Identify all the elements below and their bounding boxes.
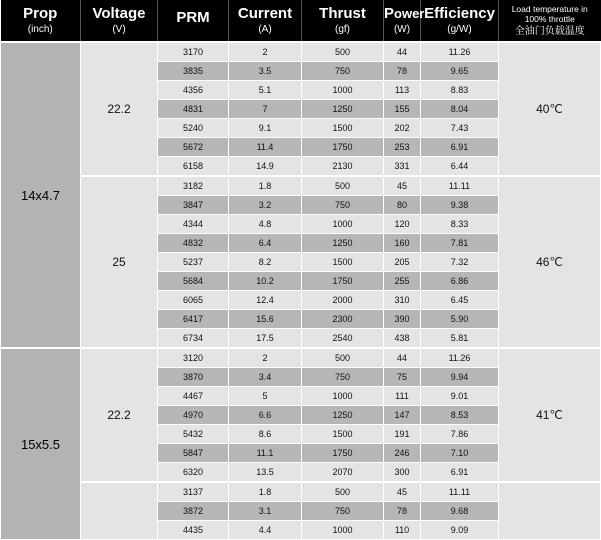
thrust-cell: 1000	[302, 215, 384, 234]
prop-size-cell: 14x4.7	[1, 42, 81, 348]
voltage-cell: 22.2	[81, 348, 158, 482]
efficiency-cell: 7.10	[421, 444, 499, 463]
power-cell: 78	[384, 62, 421, 81]
current-cell: 10.2	[229, 272, 302, 291]
power-cell: 111	[384, 387, 421, 406]
efficiency-cell: 11.11	[421, 176, 499, 196]
header-prop	[1, 0, 81, 42]
efficiency-cell: 9.68	[421, 502, 499, 521]
current-cell: 6.6	[229, 406, 302, 425]
power-cell: 110	[384, 521, 421, 540]
header-prop-label: Prop	[23, 5, 58, 22]
power-cell: 255	[384, 272, 421, 291]
thrust-cell: 1000	[302, 81, 384, 100]
current-cell: 11.4	[229, 138, 302, 157]
current-cell: 3.1	[229, 502, 302, 521]
efficiency-cell: 6.91	[421, 463, 499, 483]
power-cell: 438	[384, 329, 421, 349]
header-thrust-label: Thrust	[319, 5, 366, 22]
power-cell: 120	[384, 215, 421, 234]
prm-cell: 5432	[158, 425, 229, 444]
header-thrust	[302, 0, 384, 42]
voltage-cell	[81, 482, 158, 540]
power-cell: 78	[384, 502, 421, 521]
prm-cell: 3835	[158, 62, 229, 81]
current-cell: 8.2	[229, 253, 302, 272]
current-cell: 9.1	[229, 119, 302, 138]
prm-cell: 3137	[158, 482, 229, 502]
current-cell: 14.9	[229, 157, 302, 177]
prm-cell: 3870	[158, 368, 229, 387]
current-cell: 2	[229, 42, 302, 62]
thrust-cell: 1500	[302, 119, 384, 138]
efficiency-cell: 11.11	[421, 482, 499, 502]
header-power-unit: (W)	[393, 24, 411, 35]
thrust-cell: 1250	[302, 406, 384, 425]
current-cell: 4.4	[229, 521, 302, 540]
voltage-cell: 22.2	[81, 42, 158, 176]
power-cell: 191	[384, 425, 421, 444]
header-prm-label: PRM	[176, 9, 210, 26]
thrust-cell: 500	[302, 176, 384, 196]
thrust-cell: 2300	[302, 310, 384, 329]
prm-cell: 4356	[158, 81, 229, 100]
power-cell: 155	[384, 100, 421, 119]
current-cell: 6.4	[229, 234, 302, 253]
thrust-cell: 1500	[302, 253, 384, 272]
header-prop-unit: (inch)	[27, 24, 53, 35]
header-load-temp-line2: 100% throttle	[524, 13, 575, 24]
current-cell: 13.5	[229, 463, 302, 483]
thrust-cell: 750	[302, 368, 384, 387]
current-cell: 17.5	[229, 329, 302, 349]
prm-cell: 5847	[158, 444, 229, 463]
efficiency-cell: 6.86	[421, 272, 499, 291]
header-prm	[158, 0, 229, 42]
efficiency-cell: 9.94	[421, 368, 499, 387]
current-cell: 8.6	[229, 425, 302, 444]
thrust-cell: 1000	[302, 387, 384, 406]
thrust-cell: 1750	[302, 272, 384, 291]
power-cell: 45	[384, 176, 421, 196]
efficiency-cell: 8.53	[421, 406, 499, 425]
power-cell: 310	[384, 291, 421, 310]
prm-cell: 4831	[158, 100, 229, 119]
power-cell: 113	[384, 81, 421, 100]
efficiency-cell: 5.90	[421, 310, 499, 329]
thrust-cell: 1750	[302, 138, 384, 157]
current-cell: 5	[229, 387, 302, 406]
thrust-cell: 2130	[302, 157, 384, 177]
prm-cell: 3170	[158, 42, 229, 62]
header-power-label: Power	[384, 5, 425, 22]
prm-cell: 6158	[158, 157, 229, 177]
table-row	[1, 176, 601, 196]
prm-cell: 6417	[158, 310, 229, 329]
load-temp-cell	[499, 482, 601, 540]
prm-cell: 4970	[158, 406, 229, 425]
power-cell: 44	[384, 348, 421, 368]
prm-cell: 4832	[158, 234, 229, 253]
header-current-label: Current	[237, 5, 293, 22]
header-voltage-label: Voltage	[92, 5, 146, 22]
thrust-cell: 2070	[302, 463, 384, 483]
load-temp-cell: 41℃	[499, 348, 601, 482]
header-load-temp	[499, 0, 601, 42]
prm-cell: 3872	[158, 502, 229, 521]
header-current	[229, 0, 302, 42]
efficiency-cell: 8.83	[421, 81, 499, 100]
current-cell: 3.5	[229, 62, 302, 81]
efficiency-cell: 11.26	[421, 348, 499, 368]
header-load-temp-cn: 全油门负载温度	[514, 25, 585, 37]
prm-cell: 5684	[158, 272, 229, 291]
header-voltage-unit: (V)	[112, 24, 126, 35]
header-efficiency-label: Efficiency	[424, 5, 495, 22]
table-header	[1, 0, 601, 42]
efficiency-cell: 7.43	[421, 119, 499, 138]
current-cell: 3.4	[229, 368, 302, 387]
thrust-cell: 500	[302, 482, 384, 502]
efficiency-cell: 9.65	[421, 62, 499, 81]
prm-cell: 3120	[158, 348, 229, 368]
thrust-cell: 1250	[302, 100, 384, 119]
table-row	[1, 482, 601, 502]
current-cell: 4.8	[229, 215, 302, 234]
prm-cell: 6320	[158, 463, 229, 483]
power-cell: 205	[384, 253, 421, 272]
thrust-cell: 2540	[302, 329, 384, 349]
thrust-cell: 750	[302, 502, 384, 521]
header-efficiency-unit: (g/W)	[447, 24, 472, 35]
power-cell: 44	[384, 42, 421, 62]
prm-cell: 4467	[158, 387, 229, 406]
power-cell: 246	[384, 444, 421, 463]
header-voltage	[81, 0, 158, 42]
header-load-temp-line1: Load temperature in	[511, 3, 588, 14]
current-cell: 1.8	[229, 482, 302, 502]
load-temp-cell: 40℃	[499, 42, 601, 176]
prm-cell: 5240	[158, 119, 229, 138]
prm-cell: 3182	[158, 176, 229, 196]
current-cell: 5.1	[229, 81, 302, 100]
efficiency-cell: 6.91	[421, 138, 499, 157]
prm-cell: 3847	[158, 196, 229, 215]
current-cell: 12.4	[229, 291, 302, 310]
table-row	[1, 42, 601, 62]
load-temp-cell: 46℃	[499, 176, 601, 348]
power-cell: 147	[384, 406, 421, 425]
prm-cell: 5237	[158, 253, 229, 272]
power-cell: 80	[384, 196, 421, 215]
power-cell: 390	[384, 310, 421, 329]
efficiency-cell: 9.01	[421, 387, 499, 406]
thrust-cell: 1250	[302, 234, 384, 253]
efficiency-cell: 5.81	[421, 329, 499, 349]
thrust-cell: 1500	[302, 425, 384, 444]
efficiency-cell: 8.33	[421, 215, 499, 234]
power-cell: 202	[384, 119, 421, 138]
power-cell: 253	[384, 138, 421, 157]
thrust-cell: 500	[302, 348, 384, 368]
current-cell: 11.1	[229, 444, 302, 463]
efficiency-cell: 8.04	[421, 100, 499, 119]
prm-cell: 4435	[158, 521, 229, 540]
table-row	[1, 348, 601, 368]
efficiency-cell: 7.32	[421, 253, 499, 272]
efficiency-cell: 9.09	[421, 521, 499, 540]
thrust-cell: 750	[302, 196, 384, 215]
power-cell: 160	[384, 234, 421, 253]
table-body	[1, 42, 601, 540]
header-current-unit: (A)	[258, 24, 272, 35]
power-cell: 75	[384, 368, 421, 387]
efficiency-cell: 7.81	[421, 234, 499, 253]
current-cell: 2	[229, 348, 302, 368]
prm-cell: 4344	[158, 215, 229, 234]
efficiency-cell: 6.45	[421, 291, 499, 310]
prm-cell: 6065	[158, 291, 229, 310]
thrust-cell: 750	[302, 62, 384, 81]
header-power	[384, 0, 425, 42]
prm-cell: 6734	[158, 329, 229, 349]
thrust-cell: 1750	[302, 444, 384, 463]
thrust-cell: 1000	[302, 521, 384, 540]
power-cell: 45	[384, 482, 421, 502]
prm-cell: 5672	[158, 138, 229, 157]
prop-size-cell: 15x5.5	[1, 348, 81, 540]
efficiency-cell: 11.26	[421, 42, 499, 62]
power-cell: 331	[384, 157, 421, 177]
current-cell: 3.2	[229, 196, 302, 215]
voltage-cell: 25	[81, 176, 158, 348]
current-cell: 7	[229, 100, 302, 119]
efficiency-cell: 9.38	[421, 196, 499, 215]
power-cell: 300	[384, 463, 421, 483]
thrust-cell: 500	[302, 42, 384, 62]
efficiency-cell: 7.86	[421, 425, 499, 444]
header-thrust-unit: (gf)	[335, 24, 350, 35]
header-efficiency	[421, 0, 499, 42]
current-cell: 15.6	[229, 310, 302, 329]
current-cell: 1.8	[229, 176, 302, 196]
efficiency-cell: 6.44	[421, 157, 499, 177]
thrust-cell: 2000	[302, 291, 384, 310]
